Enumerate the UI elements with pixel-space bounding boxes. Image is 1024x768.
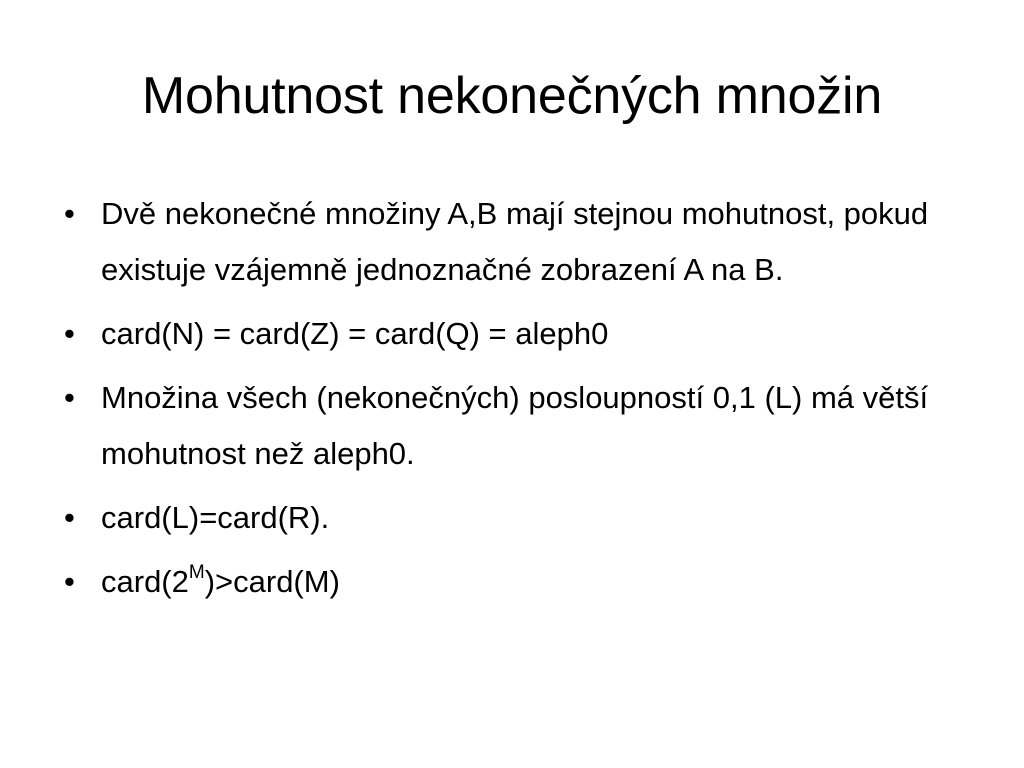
bullet-item-sequences: [64, 370, 944, 482]
slide-title: Mohutnost nekonečných množin: [141, 67, 883, 125]
bullet-item-countable-sets: [64, 306, 944, 362]
bullet-icon: •: [64, 316, 75, 351]
bullet-text-before: card(2: [101, 564, 189, 599]
bullet-text: card(N) = card(Z) = card(Q) = aleph0: [101, 316, 609, 351]
bullet-text: Množina všech (nekonečných) posloupností 0,1 (L) má větší mohutnost než aleph0.: [101, 380, 929, 471]
bullet-text: Dvě nekonečné množiny A,B mají stejnou mohutnost, pokud existuje vzájemně jednoznačné zobrazení A na B.: [101, 196, 929, 287]
bullet-icon: •: [64, 564, 75, 599]
bullet-text: card(L)=card(R).: [101, 500, 330, 535]
bullet-item-card-l-equals-card-r: [64, 490, 944, 546]
bullet-icon: •: [64, 380, 75, 415]
bullet-superscript: M: [188, 561, 205, 583]
bullet-item-equal-cardinality: [64, 186, 944, 298]
bullet-icon: •: [64, 500, 75, 535]
bullet-item-power-set: [64, 554, 944, 610]
bullet-icon: •: [64, 196, 75, 231]
bullet-text: [101, 561, 340, 599]
bullet-text-after: )>card(M): [204, 564, 340, 599]
bullet-list: [64, 186, 944, 618]
